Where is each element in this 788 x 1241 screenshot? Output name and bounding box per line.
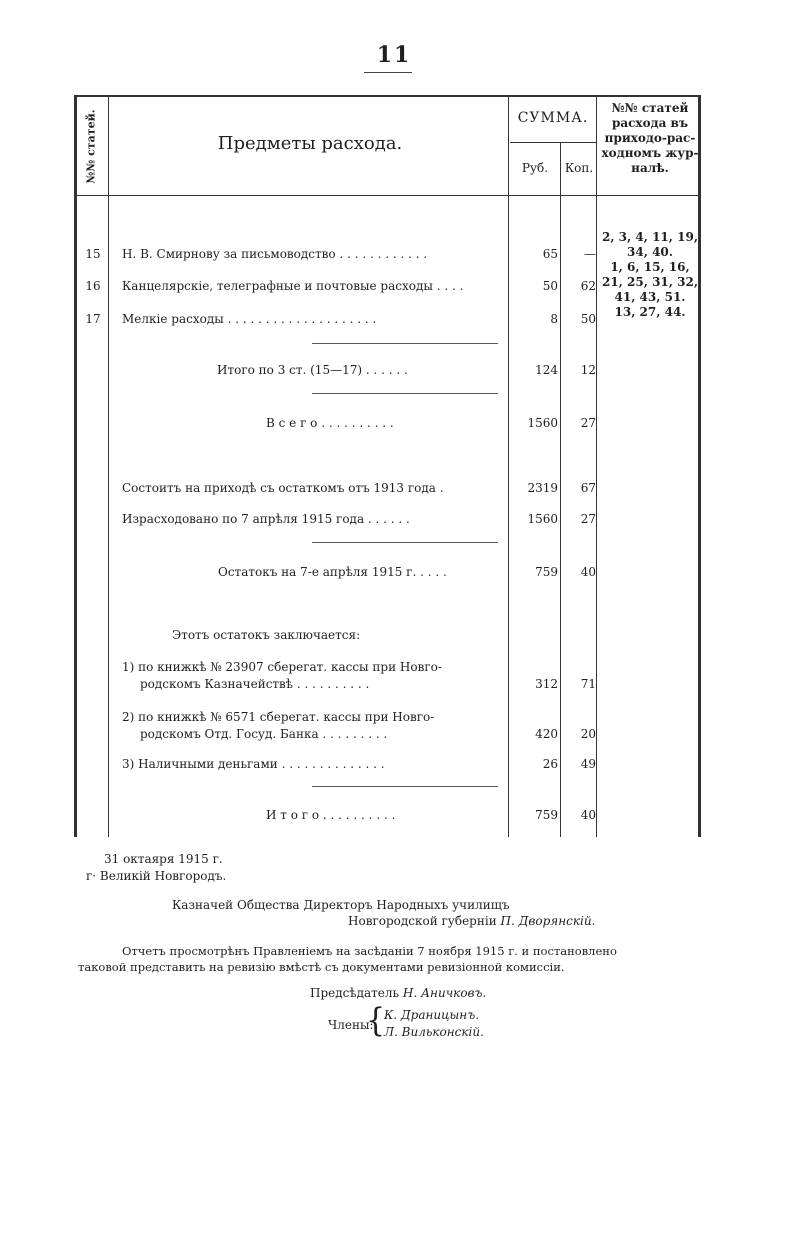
rub-kop-divider: [560, 142, 561, 837]
kop-value: 67: [580, 481, 596, 495]
chairman-signature: Предсѣдатель Н. Аничковъ.: [310, 986, 487, 1000]
rub-value: 420: [535, 727, 558, 741]
members-label: Члены:: [328, 1018, 374, 1032]
subject-col-divider: [508, 95, 509, 837]
article-number: 16: [85, 279, 101, 293]
report-date: 31 октаяря 1915 г.: [104, 852, 223, 866]
kop-value: 71: [580, 677, 596, 691]
sum-column-header: СУММА.: [517, 110, 589, 126]
kop-value: 27: [580, 512, 596, 526]
kop-value: —: [584, 247, 596, 261]
rub-value: 8: [550, 312, 558, 326]
table-right-border: [698, 95, 701, 837]
rub-value: 2319: [527, 481, 558, 495]
rub-value: 312: [535, 677, 558, 691]
kop-value: 50: [580, 312, 596, 326]
expense-label: Н. В. Смирнову за письмоводство . . . . . . . . . . . .: [122, 247, 428, 261]
rub-value: 1560: [527, 512, 558, 526]
article-number: 17: [85, 312, 101, 326]
resolution-line-1: Отчетъ просмотрѣнъ Правленіемъ на засѣданіи 7 ноября 1915 г. и постановлено: [122, 944, 617, 958]
page-number-rule: [364, 72, 412, 73]
article-number: 15: [85, 247, 101, 261]
treasurer-name: П. Дворянскій.: [500, 914, 596, 928]
subject-column-header: Предметы расхода.: [217, 133, 403, 154]
kop-value: 40: [580, 808, 596, 822]
rub-value: 759: [535, 565, 558, 579]
sum-col-divider: [596, 95, 597, 837]
ledger-column-header: №№ статей расхода въ приходо-рас- ходномъ жур- налѣ.: [601, 101, 699, 175]
balance-intro: Этотъ остатокъ заключается:: [172, 628, 361, 642]
kop-value: 20: [580, 727, 596, 741]
table-left-border: [74, 95, 77, 837]
kop-value: 40: [580, 565, 596, 579]
resolution-line-2: таковой представить на ревизію вмѣстѣ съ документами ревизіонной комиссіи.: [78, 960, 565, 974]
treasurer-signature: Новгородской губерніи П. Дворянскій.: [348, 914, 596, 928]
kop-value: 12: [580, 363, 596, 377]
sum-subheader-rule: [510, 142, 596, 143]
treasurer-line: Казначей Общества Директоръ Народныхъ училищъ: [172, 898, 510, 912]
kop-value: 62: [580, 279, 596, 293]
member-signature: К. Драницынъ.: [384, 1008, 480, 1022]
chairman-name: Н. Аничковъ.: [402, 986, 487, 1000]
rub-value: 26: [542, 757, 558, 771]
balance-rule: [312, 542, 498, 543]
kop-value: 27: [580, 416, 596, 430]
ledger-references: 2, 3, 4, 11, 19, 34, 40. 1, 6, 15, 16, 21, 25, 31, 32, 41, 43, 51. 13, 27, 44.: [601, 230, 699, 319]
expense-label: Канцелярскіе, телеграфные и почтовые расходы . . . .: [122, 279, 464, 293]
grand-total-rule: [312, 786, 498, 787]
subtotal-rule: [312, 343, 498, 344]
rub-value: 759: [535, 808, 558, 822]
total-rule: [312, 393, 498, 394]
rub-column-header: Руб.: [521, 161, 549, 175]
page-number: 11: [376, 42, 412, 68]
kop-value: 49: [580, 757, 596, 771]
rub-value: 50: [542, 279, 558, 293]
header-bottom-border: [74, 195, 700, 196]
kop-column-header: Коп.: [564, 161, 594, 175]
rub-value: 65: [542, 247, 558, 261]
rub-value: 1560: [527, 416, 558, 430]
articles-column-header: №№ статей.: [84, 108, 98, 184]
member-signature: Л. Вильконскій.: [384, 1025, 484, 1039]
expense-label: Мелкіе расходы . . . . . . . . . . . . . . . . . . . .: [122, 312, 377, 326]
rub-value: 124: [535, 363, 558, 377]
articles-col-divider: [108, 95, 109, 837]
members-brace: {: [366, 1001, 386, 1040]
table-top-border: [74, 95, 700, 97]
report-place: г· Великій Новгородъ.: [86, 869, 227, 883]
